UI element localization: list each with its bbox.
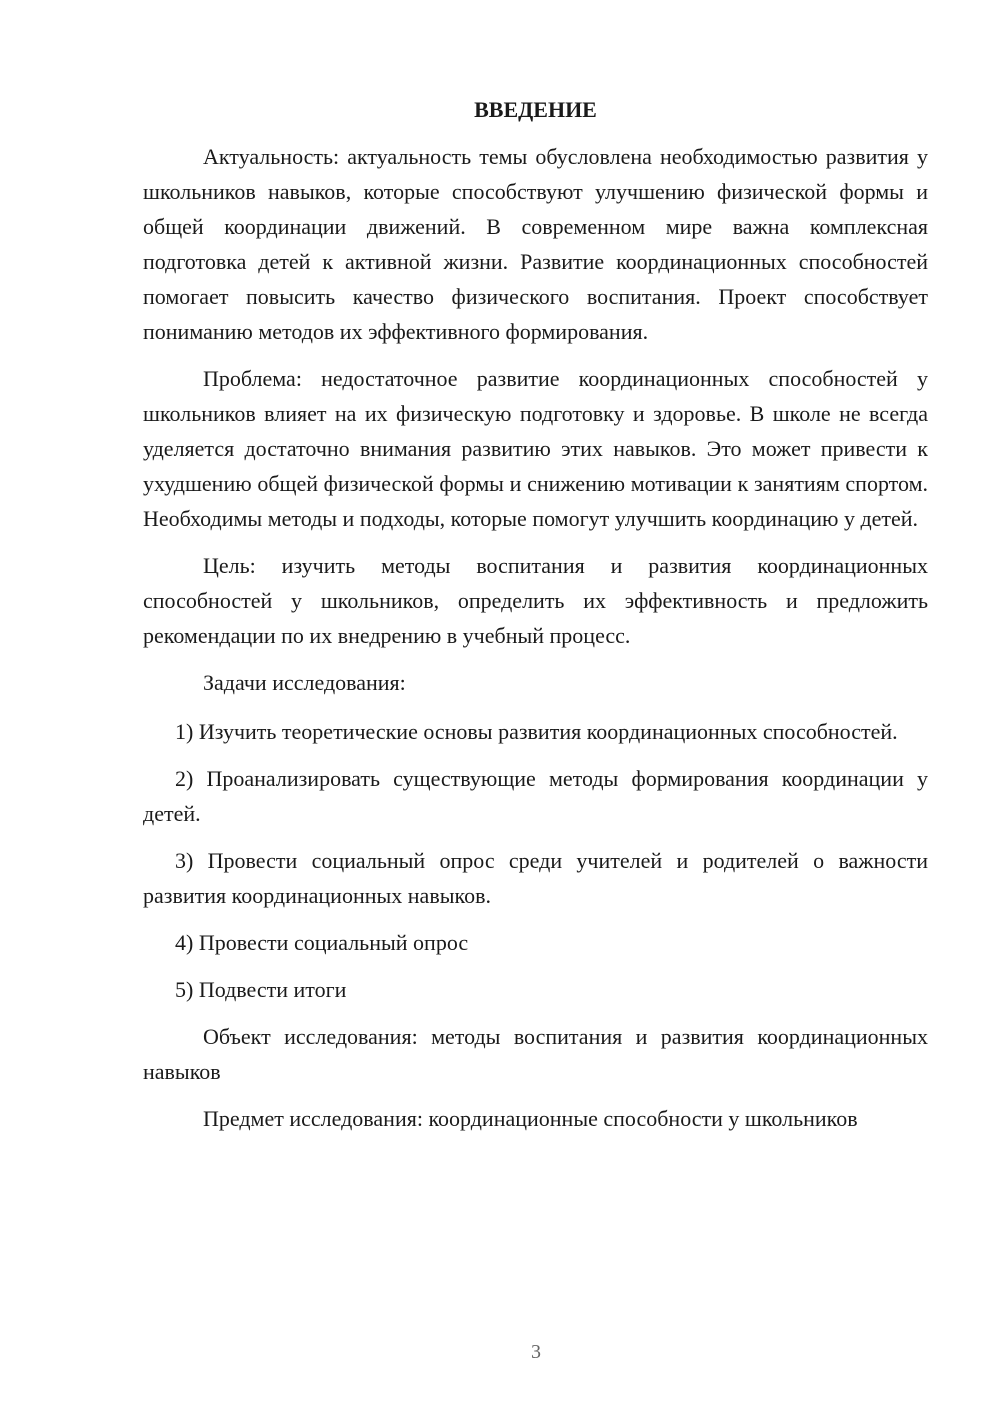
research-object-paragraph: Объект исследования: методы воспитания и развития координационных навыков [143,1024,928,1084]
task-item: 5) Подвести итоги [175,977,347,1002]
task-item: 2) Проанализировать существующие методы формирования координации у детей. [143,766,928,826]
task-item: 3) Провести социальный опрос среди учителей и родителей о важности развития координационных навыков. [143,848,928,908]
task-item: 1) Изучить теоретические основы развития координационных способностей. [175,719,898,744]
page-number: 3 [531,1341,541,1363]
tasks-heading: Задачи исследования: [203,670,406,695]
research-subject-paragraph: Предмет исследования: координационные способности у школьников [203,1106,858,1131]
problem-paragraph: Проблема: недостаточное развитие координационных способностей у школьников влияет на их физическую подготовку и здоровье. В школе не всегда уделяется достаточно внимания развитию этих навыков. Это может привести к ухудшению общей физической формы и снижению мотивации к занятиям спортом. Необходимы методы и подходы, которые помогут улучшить координацию у детей. [143,366,928,531]
goal-paragraph: Цель: изучить методы воспитания и развития координационных способностей у школьников, определить их эффективность и предложить рекомендации по их внедрению в учебный процесс. [143,553,928,648]
task-item: 4) Провести социальный опрос [175,930,469,955]
relevance-paragraph: Актуальность: актуальность темы обусловлена необходимостью развития у школьников навыков, которые способствуют улучшению физической формы и общей координации движений. В современном мире важна комплексная подготовка детей к активной жизни. Развитие координационных способностей помогает повысить качество физического воспитания. Проект способствует пониманию методов их эффективного формирования. [143,144,928,344]
page-content [143,95,928,1148]
page-title: ВВЕДЕНИЕ [474,97,597,122]
